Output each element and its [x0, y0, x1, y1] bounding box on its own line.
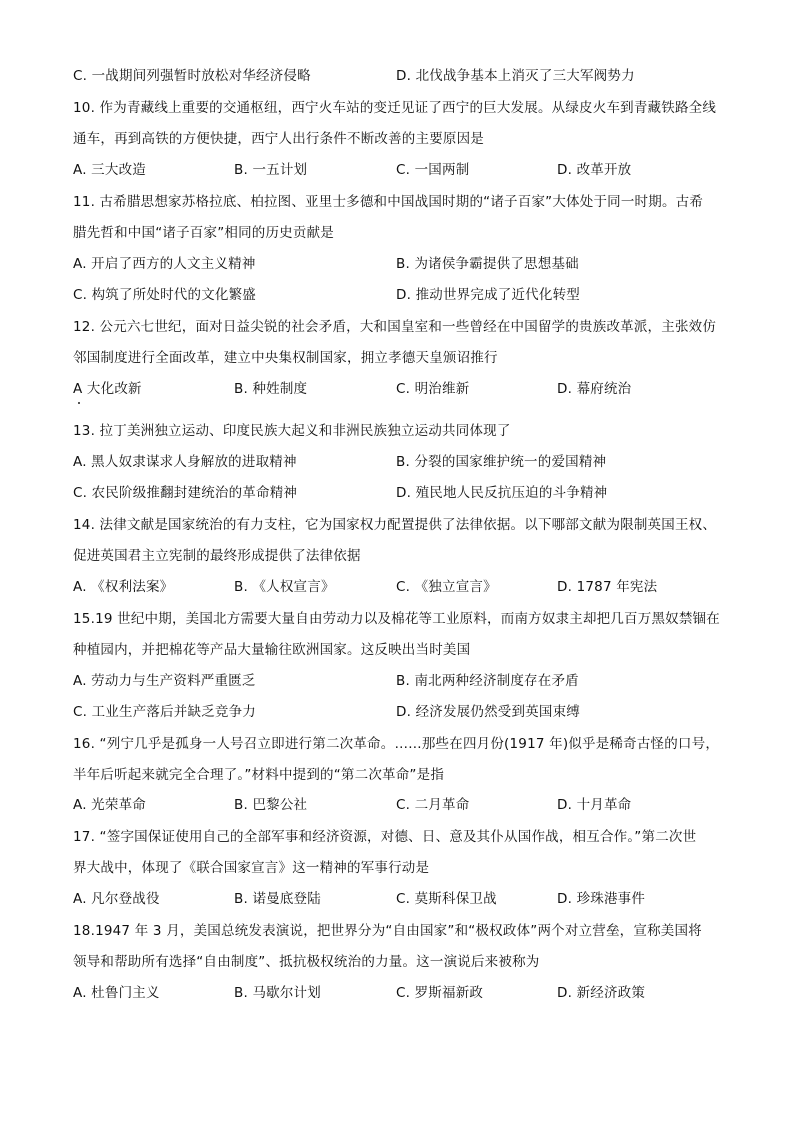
q15-stem-line-1: 15.19 世纪中期，美国北方需要大量自由劳动力以及棉花等工业原料，而南方奴隶主却把几百万黑奴禁锢在	[73, 611, 720, 627]
q9-option-c: C. 一战期间列强暂时放松对华经济侵略	[73, 68, 311, 84]
q11-stem-line-1: 11. 古希腊思想家苏格拉底、柏拉图、亚里士多德和中国战国时期的“诸子百家”大体处于同一时期。古希	[73, 194, 704, 210]
q18-stem-line-1: 18.1947 年 3 月，美国总统发表演说，把世界分为“自由国家”和“极权政体”两个对立营垒，宣称美国将	[73, 923, 702, 939]
q11-option-b: B. 为诸侯争霸提供了思想基础	[396, 256, 579, 272]
q10-option-a: A. 三大改造	[73, 162, 146, 178]
q13-option-a: A. 黑人奴隶谋求人身解放的进取精神	[73, 454, 297, 470]
q12-stem-line-2: 邻国制度进行全面改革，建立中央集权制国家，拥立孝德天皇颁诏推行	[73, 350, 498, 366]
q11-stem-line-2: 腊先哲和中国“诸子百家”相同的历史贡献是	[73, 225, 334, 241]
q17-option-d: D. 珍珠港事件	[557, 891, 646, 907]
q15-option-d: D. 经济发展仍然受到英国束缚	[396, 704, 580, 720]
q14-option-c: C. 《独立宣言》	[396, 579, 497, 595]
q15-option-b: B. 南北两种经济制度存在矛盾	[396, 673, 579, 689]
q16-stem-line-2: 半年后听起来就完全合理了。”材料中提到的“第二次革命”是指	[73, 767, 445, 783]
q16-option-b: B. 巴黎公社	[234, 797, 308, 813]
q17-option-a: A. 凡尔登战役	[73, 891, 160, 907]
q15-stem-line-2: 种植园内，并把棉花等产品大量输往欧洲国家。这反映出当时美国	[73, 642, 471, 658]
q14-option-b: B. 《人权宣言》	[234, 579, 335, 595]
q14-stem-line-1: 14. 法律文献是国家统治的有力支柱，它为国家权力配置提供了法律依据。以下哪部文献为限制英国王权、	[73, 517, 717, 533]
stray-mark	[78, 402, 80, 404]
q10-option-c: C. 一国两制	[396, 162, 470, 178]
q13-stem-line-1: 13. 拉丁美洲独立运动、印度民族大起义和非洲民族独立运动共同体现了	[73, 423, 511, 439]
q12-stem-line-1: 12. 公元六七世纪，面对日益尖锐的社会矛盾，大和国皇室和一些曾经在中国留学的贵族改革派，主张效仿	[73, 319, 717, 335]
q13-option-c: C. 农民阶级推翻封建统治的革命精神	[73, 485, 298, 501]
q14-stem-line-2: 促进英国君主立宪制的最终形成提供了法律依据	[73, 548, 361, 564]
q11-option-a: A. 开启了西方的人文主义精神	[73, 256, 256, 272]
q14-option-d: D. 1787 年宪法	[557, 579, 658, 595]
q10-option-b: B. 一五计划	[234, 162, 308, 178]
q12-option-a: A 大化改新	[73, 381, 142, 397]
q10-stem-line-2: 通车，再到高铁的方便快捷，西宁人出行条件不断改善的主要原因是	[73, 131, 484, 147]
q12-option-b: B. 种姓制度	[234, 381, 308, 397]
q15-option-c: C. 工业生产落后并缺乏竞争力	[73, 704, 257, 720]
q13-option-d: D. 殖民地人民反抗压迫的斗争精神	[396, 485, 608, 501]
q18-stem-line-2: 领导和帮助所有选择“自由制度”、抵抗极权统治的力量。这一演说后来被称为	[73, 954, 540, 970]
q17-stem-line-2: 界大战中，体现了《联合国家宣言》这一精神的军事行动是	[73, 860, 430, 876]
q14-option-a: A. 《权利法案》	[73, 579, 174, 595]
q13-option-b: B. 分裂的国家维护统一的爱国精神	[396, 454, 607, 470]
q18-option-a: A. 杜鲁门主义	[73, 985, 160, 1001]
q10-option-d: D. 改革开放	[557, 162, 632, 178]
q17-option-b: B. 诺曼底登陆	[234, 891, 321, 907]
q16-stem-line-1: 16. “列宁几乎是孤身一人号召立即进行第二次革命。……那些在四月份(1917 年)似乎是稀奇古怪的口号，	[73, 736, 720, 752]
q9-option-d: D. 北伐战争基本上消灭了三大军阀势力	[396, 68, 635, 84]
q12-option-d: D. 幕府统治	[557, 381, 632, 397]
q18-option-b: B. 马歇尔计划	[234, 985, 321, 1001]
q16-option-a: A. 光荣革命	[73, 797, 146, 813]
q11-option-c: C. 构筑了所处时代的文化繁盛	[73, 287, 257, 303]
q15-option-a: A. 劳动力与生产资料严重匮乏	[73, 673, 256, 689]
q18-option-c: C. 罗斯福新政	[396, 985, 484, 1001]
q10-stem-line-1: 10. 作为青藏线上重要的交通枢纽，西宁火车站的变迁见证了西宁的巨大发展。从绿皮火车到青藏铁路全线	[73, 100, 717, 116]
q18-option-d: D. 新经济政策	[557, 985, 646, 1001]
q17-stem-line-1: 17. “签字国保证使用自己的全部军事和经济资源，对德、日、意及其仆从国作战，相互合作。”第二次世	[73, 829, 697, 845]
q12-option-c: C. 明治维新	[396, 381, 470, 397]
q11-option-d: D. 推动世界完成了近代化转型	[396, 287, 580, 303]
q17-option-c: C. 莫斯科保卫战	[396, 891, 497, 907]
q16-option-d: D. 十月革命	[557, 797, 632, 813]
q16-option-c: C. 二月革命	[396, 797, 470, 813]
